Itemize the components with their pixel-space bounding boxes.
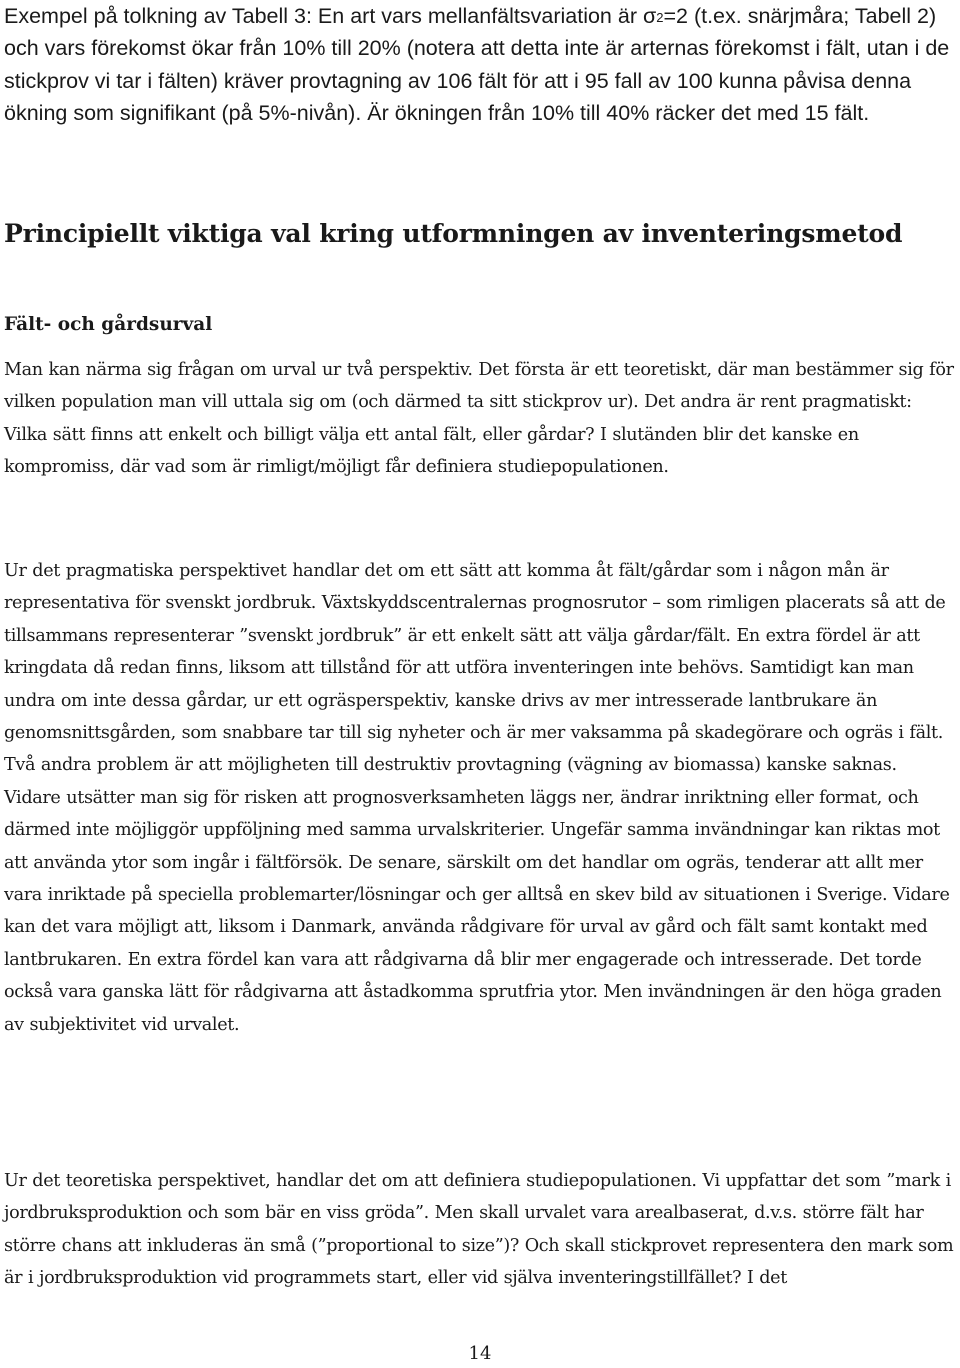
intro-text-part1: Exempel på tolkning av Tabell 3: En art vars mellanfältsvariation är σ [4, 4, 657, 28]
paragraph-pragmatic: Ur det pragmatiska perspektivet handlar det om ett sätt att komma åt fält/gårdar som i någon mån är representativa för svenskt jordbruk. Växtskyddscentralernas prognosrutor – som rimligen placerats så att de tillsammans representerar ”svenskt jordbruk” är ett enkelt sätt att välja gårdar/fält. En extra fördel är att kringdata då redan finns, liksom att tillstånd för att utföra inventeringen inte behövs. Samtidigt kan man undra om inte dessa gårdar, ur ett ogräsperspektiv, kanske drivs av mer intresserade lantbrukare än genomsnittsgården, som snabbare tar till sig nyheter och är mer vaksamma på skadegörare och ogräs i fält. Två andra problem är att möjligheten till destruktiv provtagning (vägning av biomassa) kanske saknas. Vidare utsätter man sig för risken att prognosverksamheten läggs ner, ändrar inriktning eller format, och därmed inte möjliggör uppföljning med samma urvalskriterier. Ungefär samma invändningar kan riktas mot att använda ytor som ingår i fältförsök. De senare, särskilt om det handlar om ogräs, tenderar att allt mer vara inriktade på speciella problemarter/lösningar och ger alltså en skev bild av situationen i Sverige. Vidare kan det vara möjligt att, liksom i Danmark, använda rådgivare för urval av gård och fält samt kontakt med lantbrukaren. En extra fördel kan vara att rådgivarna då blir mer engagerade och intresserade. Det torde också vara ganska lätt för rådgivarna att åstadkomma sprutfria ytor. Men invändningen är den höga graden av subjektivitet vid urvalet. [4, 561, 950, 1035]
page-number: 14 [468, 1343, 492, 1364]
section-heading: Principiellt viktiga val kring utformningen av inventeringsmetod [4, 219, 903, 248]
intro-paragraph [4, 0, 956, 129]
paragraph-theoretical: Ur det teoretiska perspektivet, handlar det om att definiera studiepopulationen. Vi uppfattar det som ”mark i jordbruksproduktion och som bär en viss gröda”. Men skall urvalet vara arealbaserat, d.v.s. större fält har större chans att inkluderas än små (”proportional to size”)? Och skall stickprovet representera den mark som är i jordbruksproduktion vid programmets start, eller vid själva inventeringstillfället? I det [4, 1171, 954, 1289]
document-page [4, 0, 956, 1289]
intro-text-part2: =2 (t.ex. snärjmåra; Tabell 2) och vars förekomst ökar från 10% till 20% (notera att detta inte är arternas förekomst i fält, utan i de stickprov vi tar i fälten) kräver provtagning av 106 fält för att i 95 fall av 100 kunna påvisa denna ökning som signifikant (på 5%-nivån). Är ökningen från 10% till 40% räcker det med 15 fält. [4, 4, 950, 125]
subsection-heading: Fält- och gårdsurval [4, 314, 213, 335]
paragraph-perspectives: Man kan närma sig frågan om urval ur två perspektiv. Det första är ett teoretiskt, där man bestämmer sig för vilken population man vill uttala sig om (och därmed ta sitt stickprov ur). Det andra är rent pragmatiskt: Vilka sätt finns att enkelt och billigt välja ett antal fält, eller gårdar? I slutänden blir det kanske en kompromiss, där vad som är rimligt/möjligt får definiera studiepopulationen. [4, 360, 954, 478]
sigma-exponent: 2 [656, 10, 664, 25]
